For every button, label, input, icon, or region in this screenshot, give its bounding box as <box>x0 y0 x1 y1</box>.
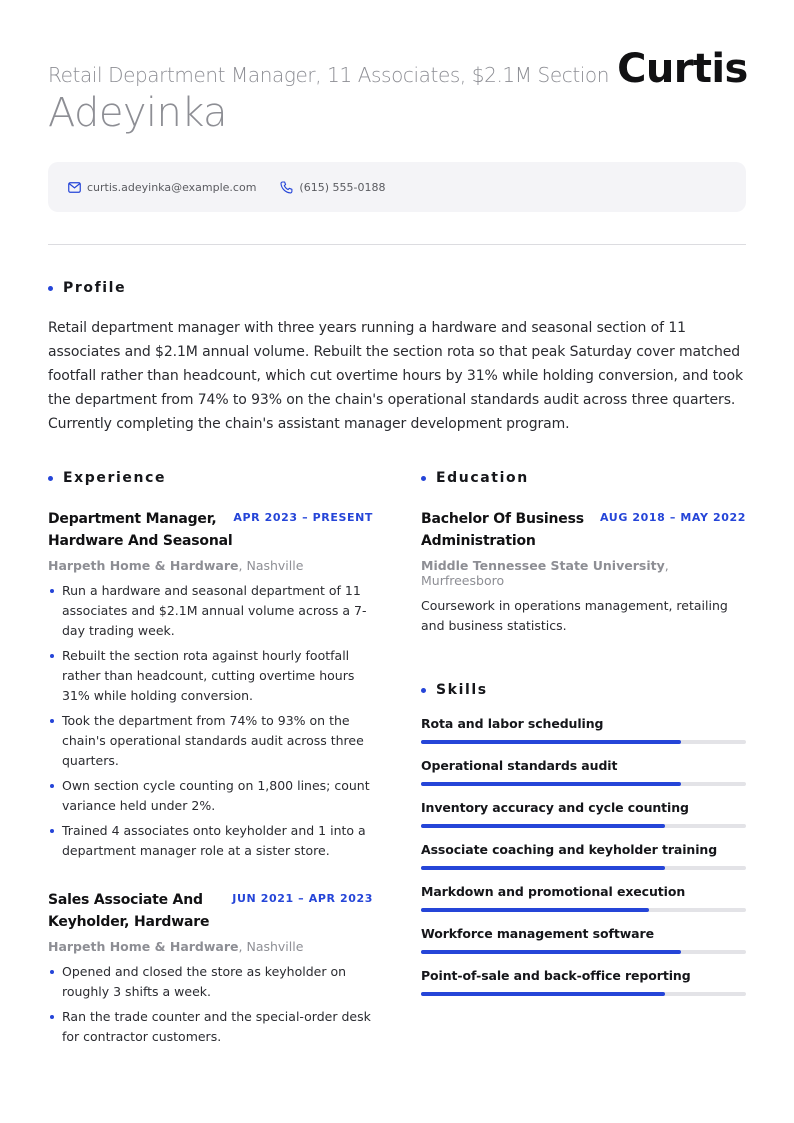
skills-section <box>421 682 746 996</box>
skill-bar-track <box>421 866 746 870</box>
skill-label: Rota and labor scheduling <box>421 716 604 731</box>
section-dot-icon <box>421 476 426 481</box>
header-line <box>48 46 746 92</box>
skill-label: Markdown and promotional execution <box>421 884 686 899</box>
experience-section <box>48 470 373 1052</box>
skill-item <box>421 884 746 912</box>
skill-bar-track <box>421 992 746 996</box>
employer-location: , Nashville <box>238 939 304 954</box>
phone-icon <box>280 181 293 194</box>
profile-title <box>48 280 746 296</box>
skills-title <box>421 682 746 698</box>
phone-text[interactable]: (615) 555-0188 <box>299 180 386 194</box>
skill-item <box>421 968 746 996</box>
school-name: Middle Tennessee State University <box>421 558 665 573</box>
skills-title-text: Skills <box>436 682 488 698</box>
bullet-item: Ran the trade counter and the special-order desk for contractor customers. <box>48 1007 373 1047</box>
employer-name: Harpeth Home & Hardware <box>48 558 239 573</box>
job-bullets <box>48 962 373 1047</box>
profile-title-text: Profile <box>63 280 127 296</box>
skill-item <box>421 716 746 744</box>
bullet-item: Opened and closed the store as keyholder on roughly 3 shifts a week. <box>48 962 373 1002</box>
experience-entry <box>48 889 373 1047</box>
job-bullets <box>48 581 373 861</box>
resume-header <box>48 46 746 136</box>
entry-head <box>48 889 373 933</box>
contact-bar <box>48 162 746 212</box>
section-dot-icon <box>48 286 53 291</box>
bullet-item: Took the department from 74% to 93% on the chain's operational standards audit across three quarters. <box>48 711 373 771</box>
entry-head <box>421 508 746 552</box>
education-title <box>421 470 746 486</box>
skill-bar-track <box>421 782 746 786</box>
skill-label: Point-of-sale and back-office reporting <box>421 968 691 983</box>
entry-head <box>48 508 373 552</box>
last-name: Adeyinka <box>48 90 227 136</box>
skills-list <box>421 716 746 996</box>
skill-bar-fill <box>421 866 665 870</box>
skill-item <box>421 758 746 786</box>
profile-section <box>48 280 746 436</box>
skill-label: Workforce management software <box>421 926 654 941</box>
profile-text: Retail department manager with three years running a hardware and seasonal section of 11 associates and $2.1M annual volume. Rebuilt the section rota so that peak Saturday cover matched footfall rather than headcount, which cut overtime hours by 31% while holding conversion, and took the department from 74% to 93% on the chain's operational standards audit across three quarters. Currently completing the chain's assistant manager development program. <box>48 320 743 432</box>
section-dot-icon <box>421 688 426 693</box>
school-org <box>421 558 746 588</box>
bullet-item: Rebuilt the section rota against hourly footfall rather than headcount, cutting overtime hours 31% while holding conversion. <box>48 646 373 706</box>
bullet-item: Trained 4 associates onto keyholder and 1 into a department manager role at a sister store. <box>48 821 373 861</box>
mail-icon <box>68 182 81 193</box>
education-title-text: Education <box>436 470 529 486</box>
skill-bar-fill <box>421 908 649 912</box>
header-divider <box>48 244 746 245</box>
skill-bar-track <box>421 740 746 744</box>
headline: Retail Department Manager, 11 Associates, $2.1M Section <box>48 63 610 87</box>
contact-email[interactable] <box>68 181 256 194</box>
job-title: Sales Associate And Keyholder, Hardware <box>48 892 210 930</box>
job-date: APR 2023 – PRESENT <box>233 511 373 524</box>
school-location: , Murfreesboro <box>421 558 669 588</box>
skill-bar-track <box>421 824 746 828</box>
section-dot-icon <box>48 476 53 481</box>
skill-bar-fill <box>421 992 665 996</box>
job-org <box>48 939 373 954</box>
employer-location: , Nashville <box>238 558 304 573</box>
experience-title <box>48 470 373 486</box>
education-description: Coursework in operations management, retailing and business statistics. <box>421 598 728 633</box>
degree-title: Bachelor Of Business Administration <box>421 511 584 549</box>
job-date: JUN 2021 – APR 2023 <box>232 892 373 905</box>
skill-bar-fill <box>421 824 665 828</box>
bullet-item: Own section cycle counting on 1,800 lines; count variance held under 2%. <box>48 776 373 816</box>
skill-label: Inventory accuracy and cycle counting <box>421 800 689 815</box>
skill-bar-track <box>421 908 746 912</box>
skill-item <box>421 800 746 828</box>
education-entry <box>421 508 746 636</box>
experience-entry <box>48 508 373 861</box>
employer-name: Harpeth Home & Hardware <box>48 939 239 954</box>
skill-label: Associate coaching and keyholder training <box>421 842 718 857</box>
contact-phone[interactable] <box>280 181 385 194</box>
bullet-item: Run a hardware and seasonal department of 11 associates and $2.1M annual volume across a 7-day trading week. <box>48 581 373 641</box>
degree-date: AUG 2018 – MAY 2022 <box>600 511 746 524</box>
skill-bar-fill <box>421 740 681 744</box>
skill-bar-fill <box>421 950 681 954</box>
job-org <box>48 558 373 573</box>
skill-item <box>421 842 746 870</box>
skill-item <box>421 926 746 954</box>
email-text[interactable]: curtis.adeyinka@example.com <box>87 180 257 194</box>
job-title: Department Manager, Hardware And Seasonal <box>48 511 233 549</box>
right-column <box>421 470 746 996</box>
first-name: Curtis <box>617 46 748 92</box>
skill-label: Operational standards audit <box>421 758 618 773</box>
experience-title-text: Experience <box>63 470 167 486</box>
skill-bar-track <box>421 950 746 954</box>
skill-bar-fill <box>421 782 681 786</box>
